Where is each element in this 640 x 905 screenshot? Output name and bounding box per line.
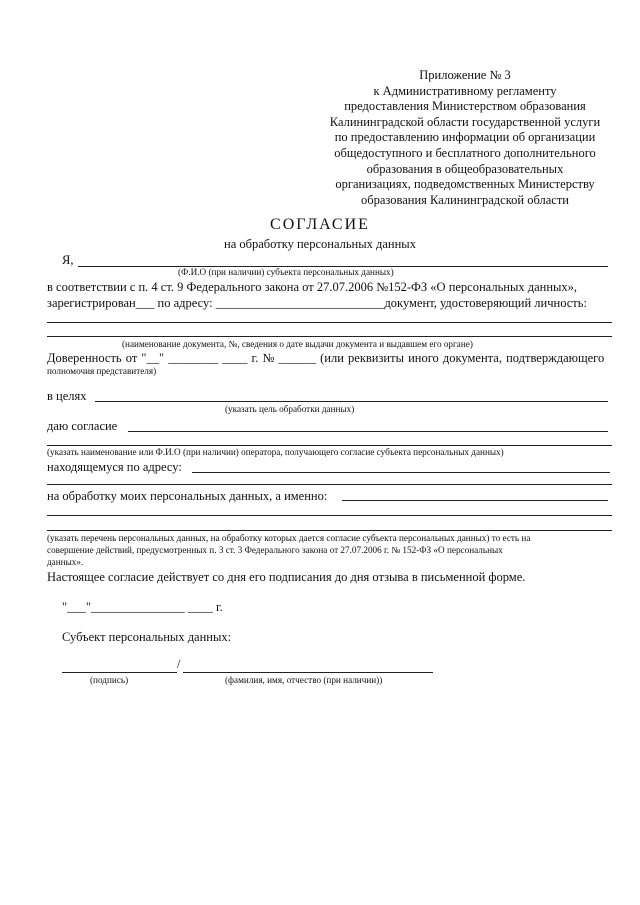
processing-label: на обработку моих персональных данных, а именно: — [47, 489, 328, 503]
date-field[interactable]: "___"_______________ ____ г. — [62, 600, 223, 614]
document-field-line2[interactable] — [47, 336, 612, 337]
address-field-line1[interactable] — [192, 472, 610, 473]
operator-hint: (указать наименование или Ф.И.О (при наличии) оператора, получающего согласие субъекта персональных данных) — [47, 447, 504, 457]
goals-hint: (указать цель обработки данных) — [225, 404, 355, 414]
document-field-line1[interactable] — [47, 322, 612, 323]
data-list-field-line3[interactable] — [47, 530, 612, 531]
document-title: СОГЛАСИЕ — [270, 216, 370, 233]
consent-label: даю согласие — [47, 419, 118, 433]
slash-separator: / — [177, 657, 181, 671]
full-name-hint: (фамилия, имя, отчество (при наличии)) — [225, 675, 383, 685]
document-subtitle: на обработку персональных данных — [224, 237, 416, 251]
registered-line: зарегистрирован___ по адресу: ___________________________документ, удостоверяющий личность: — [47, 296, 587, 310]
appendix-line: к Административному регламенту — [373, 83, 557, 98]
signature-field[interactable] — [62, 672, 177, 673]
appendix-line: предоставления Министерством образования — [344, 99, 586, 114]
operator-field-line2[interactable] — [47, 445, 612, 446]
validity-text: Настоящее согласие действует со дня его подписания до дня отзыва в письменной форме. — [47, 570, 526, 584]
appendix-line: Калининградской области государственной услуги — [329, 114, 601, 129]
list-hint-1: (указать перечень персональных данных, на обработку которых дается согласие субъекта персональных данных) то есть на — [47, 533, 531, 543]
appendix-line: образования в общеобразовательных — [366, 161, 564, 176]
subject-label: Субъект персональных данных: — [62, 630, 232, 644]
appendix-line: общедоступного и бесплатного дополнительного — [334, 145, 596, 160]
fio-hint: (Ф.И.О (при наличии) субъекта персональных данных) — [178, 267, 394, 277]
signature-hint: (подпись) — [90, 675, 129, 685]
appendix-line: Приложение № 3 — [419, 68, 511, 82]
ya-label: Я, — [62, 253, 74, 267]
data-list-field-line2[interactable] — [47, 515, 612, 516]
operator-field-line1[interactable] — [128, 431, 608, 432]
data-list-field-line1[interactable] — [342, 500, 608, 501]
appendix-line: образования Калининградской области — [360, 192, 569, 207]
list-hint-2: совершение действий, предусмотренных п. 3 ст. 3 Федерального закона от 27.07.2006 г. № 152-ФЗ «О персональных — [47, 545, 503, 555]
goals-label: в целях — [47, 389, 87, 403]
appendix-block — [300, 68, 630, 208]
address-field-line2[interactable] — [47, 484, 612, 485]
proxy-line2: полномочия представителя) — [47, 366, 157, 376]
document-hint: (наименование документа, №, сведения о дате выдачи документа и выдавшем его органе) — [122, 339, 473, 349]
address-label: находящемуся по адресу: — [47, 460, 182, 474]
proxy-line: Доверенность от "__" ________ ____ г. № ______ (или реквизиты иного документа, подтверждающего — [47, 351, 605, 365]
law-line: в соответствии с п. 4 ст. 9 Федерального закона от 27.07.2006 №152-ФЗ «О персональных данных», — [47, 280, 578, 294]
appendix-line: по предоставлению информации об организации — [334, 130, 596, 145]
full-name-field[interactable] — [183, 672, 433, 673]
goals-field[interactable] — [95, 401, 608, 402]
appendix-line: организациях, подведомственных Министерству — [335, 177, 595, 192]
list-hint-3: данных». — [47, 557, 84, 567]
